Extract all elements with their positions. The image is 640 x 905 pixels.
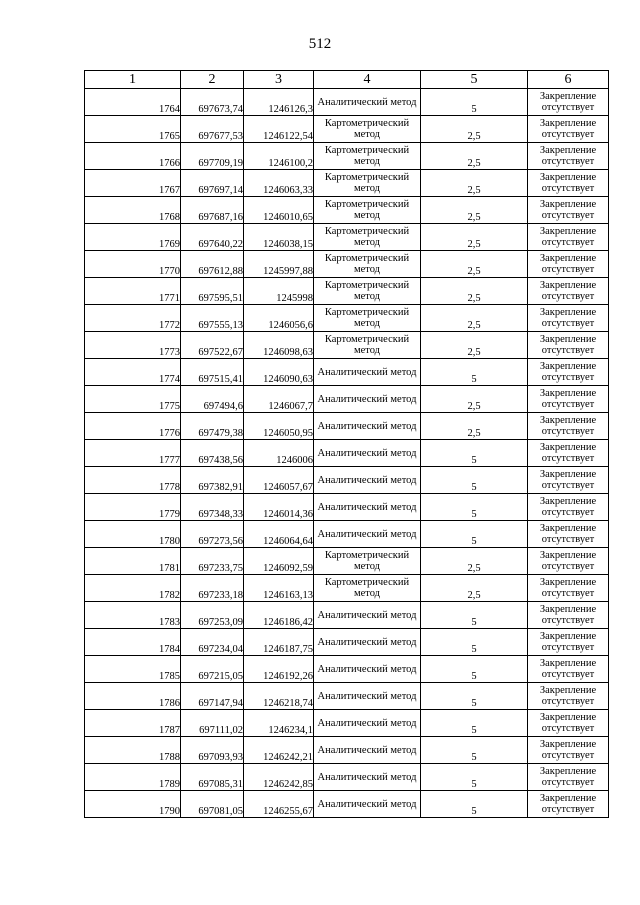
table-row bbox=[85, 602, 609, 629]
point-number-cell: 1769 bbox=[85, 224, 181, 251]
fixing-cell: Закрепление отсутствует bbox=[528, 791, 609, 818]
method-cell: Аналитический метод bbox=[314, 89, 421, 116]
precision-cell: 5 bbox=[421, 467, 528, 494]
method-cell: Аналитический метод bbox=[314, 386, 421, 413]
y-coordinate-cell: 1246050,95 bbox=[244, 413, 314, 440]
y-coordinate-cell: 1246057,67 bbox=[244, 467, 314, 494]
table-row bbox=[85, 791, 609, 818]
precision-cell: 2,5 bbox=[421, 170, 528, 197]
column-header: 1 bbox=[85, 71, 181, 89]
table-row bbox=[85, 656, 609, 683]
y-coordinate-cell: 1246014,36 bbox=[244, 494, 314, 521]
fixing-cell: Закрепление отсутствует bbox=[528, 413, 609, 440]
x-coordinate-cell: 697673,74 bbox=[181, 89, 244, 116]
x-coordinate-cell: 697677,53 bbox=[181, 116, 244, 143]
fixing-cell: Закрепление отсутствует bbox=[528, 548, 609, 575]
precision-cell: 2,5 bbox=[421, 197, 528, 224]
point-number-cell: 1787 bbox=[85, 710, 181, 737]
fixing-cell: Закрепление отсутствует bbox=[528, 683, 609, 710]
method-cell: Аналитический метод bbox=[314, 359, 421, 386]
method-cell: Картометрический метод bbox=[314, 224, 421, 251]
table-row bbox=[85, 386, 609, 413]
y-coordinate-cell: 1246090,63 bbox=[244, 359, 314, 386]
point-number-cell: 1780 bbox=[85, 521, 181, 548]
y-coordinate-cell: 1245998 bbox=[244, 278, 314, 305]
table-row bbox=[85, 332, 609, 359]
x-coordinate-cell: 697348,33 bbox=[181, 494, 244, 521]
point-number-cell: 1765 bbox=[85, 116, 181, 143]
y-coordinate-cell: 1246187,75 bbox=[244, 629, 314, 656]
table-row bbox=[85, 197, 609, 224]
method-cell: Аналитический метод bbox=[314, 440, 421, 467]
x-coordinate-cell: 697253,09 bbox=[181, 602, 244, 629]
precision-cell: 5 bbox=[421, 521, 528, 548]
x-coordinate-cell: 697479,38 bbox=[181, 413, 244, 440]
point-number-cell: 1783 bbox=[85, 602, 181, 629]
column-header: 5 bbox=[421, 71, 528, 89]
precision-cell: 2,5 bbox=[421, 413, 528, 440]
method-cell: Аналитический метод bbox=[314, 791, 421, 818]
point-number-cell: 1788 bbox=[85, 737, 181, 764]
y-coordinate-cell: 1246098,63 bbox=[244, 332, 314, 359]
y-coordinate-cell: 1246255,67 bbox=[244, 791, 314, 818]
point-number-cell: 1773 bbox=[85, 332, 181, 359]
column-header: 3 bbox=[244, 71, 314, 89]
method-cell: Картометрический метод bbox=[314, 170, 421, 197]
fixing-cell: Закрепление отсутствует bbox=[528, 710, 609, 737]
table-row bbox=[85, 467, 609, 494]
fixing-cell: Закрепление отсутствует bbox=[528, 116, 609, 143]
table-row bbox=[85, 278, 609, 305]
point-number-cell: 1777 bbox=[85, 440, 181, 467]
x-coordinate-cell: 697494,6 bbox=[181, 386, 244, 413]
precision-cell: 2,5 bbox=[421, 251, 528, 278]
method-cell: Картометрический метод bbox=[314, 143, 421, 170]
y-coordinate-cell: 1246092,59 bbox=[244, 548, 314, 575]
table-row bbox=[85, 359, 609, 386]
y-coordinate-cell: 1246063,33 bbox=[244, 170, 314, 197]
precision-cell: 5 bbox=[421, 494, 528, 521]
table-row bbox=[85, 683, 609, 710]
fixing-cell: Закрепление отсутствует bbox=[528, 359, 609, 386]
y-coordinate-cell: 1246006 bbox=[244, 440, 314, 467]
method-cell: Аналитический метод bbox=[314, 683, 421, 710]
x-coordinate-cell: 697273,56 bbox=[181, 521, 244, 548]
table-row bbox=[85, 143, 609, 170]
precision-cell: 2,5 bbox=[421, 116, 528, 143]
precision-cell: 2,5 bbox=[421, 143, 528, 170]
method-cell: Картометрический метод bbox=[314, 251, 421, 278]
method-cell: Картометрический метод bbox=[314, 278, 421, 305]
column-header: 2 bbox=[181, 71, 244, 89]
fixing-cell: Закрепление отсутствует bbox=[528, 602, 609, 629]
fixing-cell: Закрепление отсутствует bbox=[528, 440, 609, 467]
x-coordinate-cell: 697595,51 bbox=[181, 278, 244, 305]
point-number-cell: 1771 bbox=[85, 278, 181, 305]
precision-cell: 5 bbox=[421, 359, 528, 386]
x-coordinate-cell: 697640,22 bbox=[181, 224, 244, 251]
method-cell: Аналитический метод bbox=[314, 737, 421, 764]
y-coordinate-cell: 1246192,26 bbox=[244, 656, 314, 683]
x-coordinate-cell: 697697,14 bbox=[181, 170, 244, 197]
precision-cell: 5 bbox=[421, 602, 528, 629]
fixing-cell: Закрепление отсутствует bbox=[528, 521, 609, 548]
table-header-row bbox=[85, 71, 609, 89]
y-coordinate-cell: 1246067,7 bbox=[244, 386, 314, 413]
y-coordinate-cell: 1246126,3 bbox=[244, 89, 314, 116]
precision-cell: 2,5 bbox=[421, 332, 528, 359]
table-row bbox=[85, 440, 609, 467]
method-cell: Картометрический метод bbox=[314, 116, 421, 143]
point-number-cell: 1764 bbox=[85, 89, 181, 116]
table-row bbox=[85, 710, 609, 737]
x-coordinate-cell: 697709,19 bbox=[181, 143, 244, 170]
point-number-cell: 1774 bbox=[85, 359, 181, 386]
precision-cell: 5 bbox=[421, 440, 528, 467]
precision-cell: 5 bbox=[421, 629, 528, 656]
x-coordinate-cell: 697085,31 bbox=[181, 764, 244, 791]
y-coordinate-cell: 1246056,6 bbox=[244, 305, 314, 332]
table-row bbox=[85, 521, 609, 548]
point-number-cell: 1785 bbox=[85, 656, 181, 683]
y-coordinate-cell: 1246064,64 bbox=[244, 521, 314, 548]
fixing-cell: Закрепление отсутствует bbox=[528, 305, 609, 332]
y-coordinate-cell: 1246242,85 bbox=[244, 764, 314, 791]
fixing-cell: Закрепление отсутствует bbox=[528, 224, 609, 251]
table-body bbox=[85, 89, 609, 818]
y-coordinate-cell: 1246100,2 bbox=[244, 143, 314, 170]
x-coordinate-cell: 697233,75 bbox=[181, 548, 244, 575]
y-coordinate-cell: 1245997,88 bbox=[244, 251, 314, 278]
fixing-cell: Закрепление отсутствует bbox=[528, 575, 609, 602]
x-coordinate-cell: 697215,05 bbox=[181, 656, 244, 683]
precision-cell: 5 bbox=[421, 710, 528, 737]
y-coordinate-cell: 1246010,65 bbox=[244, 197, 314, 224]
x-coordinate-cell: 697555,13 bbox=[181, 305, 244, 332]
point-number-cell: 1768 bbox=[85, 197, 181, 224]
fixing-cell: Закрепление отсутствует bbox=[528, 197, 609, 224]
point-number-cell: 1782 bbox=[85, 575, 181, 602]
method-cell: Картометрический метод bbox=[314, 197, 421, 224]
y-coordinate-cell: 1246186,42 bbox=[244, 602, 314, 629]
precision-cell: 5 bbox=[421, 683, 528, 710]
page-number: 512 bbox=[308, 36, 332, 52]
point-number-cell: 1786 bbox=[85, 683, 181, 710]
precision-cell: 5 bbox=[421, 791, 528, 818]
table-row bbox=[85, 170, 609, 197]
precision-cell: 2,5 bbox=[421, 278, 528, 305]
point-number-cell: 1775 bbox=[85, 386, 181, 413]
point-number-cell: 1779 bbox=[85, 494, 181, 521]
x-coordinate-cell: 697438,56 bbox=[181, 440, 244, 467]
precision-cell: 5 bbox=[421, 737, 528, 764]
x-coordinate-cell: 697111,02 bbox=[181, 710, 244, 737]
point-number-cell: 1770 bbox=[85, 251, 181, 278]
table-row bbox=[85, 737, 609, 764]
method-cell: Картометрический метод bbox=[314, 305, 421, 332]
method-cell: Аналитический метод bbox=[314, 764, 421, 791]
fixing-cell: Закрепление отсутствует bbox=[528, 494, 609, 521]
point-number-cell: 1776 bbox=[85, 413, 181, 440]
x-coordinate-cell: 697522,67 bbox=[181, 332, 244, 359]
method-cell: Картометрический метод bbox=[314, 575, 421, 602]
coordinates-table bbox=[84, 70, 609, 818]
x-coordinate-cell: 697093,93 bbox=[181, 737, 244, 764]
point-number-cell: 1772 bbox=[85, 305, 181, 332]
method-cell: Аналитический метод bbox=[314, 629, 421, 656]
precision-cell: 2,5 bbox=[421, 548, 528, 575]
method-cell: Аналитический метод bbox=[314, 602, 421, 629]
fixing-cell: Закрепление отсутствует bbox=[528, 386, 609, 413]
fixing-cell: Закрепление отсутствует bbox=[528, 332, 609, 359]
table-row bbox=[85, 548, 609, 575]
point-number-cell: 1790 bbox=[85, 791, 181, 818]
table-row bbox=[85, 413, 609, 440]
x-coordinate-cell: 697515,41 bbox=[181, 359, 244, 386]
y-coordinate-cell: 1246218,74 bbox=[244, 683, 314, 710]
fixing-cell: Закрепление отсутствует bbox=[528, 737, 609, 764]
fixing-cell: Закрепление отсутствует bbox=[528, 278, 609, 305]
y-coordinate-cell: 1246038,15 bbox=[244, 224, 314, 251]
fixing-cell: Закрепление отсутствует bbox=[528, 656, 609, 683]
precision-cell: 2,5 bbox=[421, 386, 528, 413]
y-coordinate-cell: 1246242,21 bbox=[244, 737, 314, 764]
x-coordinate-cell: 697687,16 bbox=[181, 197, 244, 224]
point-number-cell: 1781 bbox=[85, 548, 181, 575]
point-number-cell: 1766 bbox=[85, 143, 181, 170]
table-row bbox=[85, 575, 609, 602]
method-cell: Картометрический метод bbox=[314, 548, 421, 575]
point-number-cell: 1784 bbox=[85, 629, 181, 656]
precision-cell: 2,5 bbox=[421, 305, 528, 332]
table-row bbox=[85, 305, 609, 332]
x-coordinate-cell: 697382,91 bbox=[181, 467, 244, 494]
table-row bbox=[85, 89, 609, 116]
fixing-cell: Закрепление отсутствует bbox=[528, 467, 609, 494]
method-cell: Аналитический метод bbox=[314, 467, 421, 494]
table-row bbox=[85, 116, 609, 143]
y-coordinate-cell: 1246122,54 bbox=[244, 116, 314, 143]
precision-cell: 5 bbox=[421, 89, 528, 116]
x-coordinate-cell: 697147,94 bbox=[181, 683, 244, 710]
table-row bbox=[85, 494, 609, 521]
y-coordinate-cell: 1246163,13 bbox=[244, 575, 314, 602]
fixing-cell: Закрепление отсутствует bbox=[528, 143, 609, 170]
method-cell: Аналитический метод bbox=[314, 521, 421, 548]
x-coordinate-cell: 697233,18 bbox=[181, 575, 244, 602]
x-coordinate-cell: 697234,04 bbox=[181, 629, 244, 656]
method-cell: Картометрический метод bbox=[314, 332, 421, 359]
table-row bbox=[85, 764, 609, 791]
table-row bbox=[85, 224, 609, 251]
method-cell: Аналитический метод bbox=[314, 656, 421, 683]
fixing-cell: Закрепление отсутствует bbox=[528, 89, 609, 116]
precision-cell: 5 bbox=[421, 764, 528, 791]
table-row bbox=[85, 629, 609, 656]
x-coordinate-cell: 697081,05 bbox=[181, 791, 244, 818]
fixing-cell: Закрепление отсутствует bbox=[528, 251, 609, 278]
column-header: 6 bbox=[528, 71, 609, 89]
precision-cell: 2,5 bbox=[421, 224, 528, 251]
fixing-cell: Закрепление отсутствует bbox=[528, 629, 609, 656]
column-header: 4 bbox=[314, 71, 421, 89]
fixing-cell: Закрепление отсутствует bbox=[528, 764, 609, 791]
precision-cell: 2,5 bbox=[421, 575, 528, 602]
precision-cell: 5 bbox=[421, 656, 528, 683]
x-coordinate-cell: 697612,88 bbox=[181, 251, 244, 278]
table-row bbox=[85, 251, 609, 278]
method-cell: Аналитический метод bbox=[314, 710, 421, 737]
point-number-cell: 1778 bbox=[85, 467, 181, 494]
point-number-cell: 1767 bbox=[85, 170, 181, 197]
y-coordinate-cell: 1246234,1 bbox=[244, 710, 314, 737]
method-cell: Аналитический метод bbox=[314, 494, 421, 521]
point-number-cell: 1789 bbox=[85, 764, 181, 791]
method-cell: Аналитический метод bbox=[314, 413, 421, 440]
fixing-cell: Закрепление отсутствует bbox=[528, 170, 609, 197]
